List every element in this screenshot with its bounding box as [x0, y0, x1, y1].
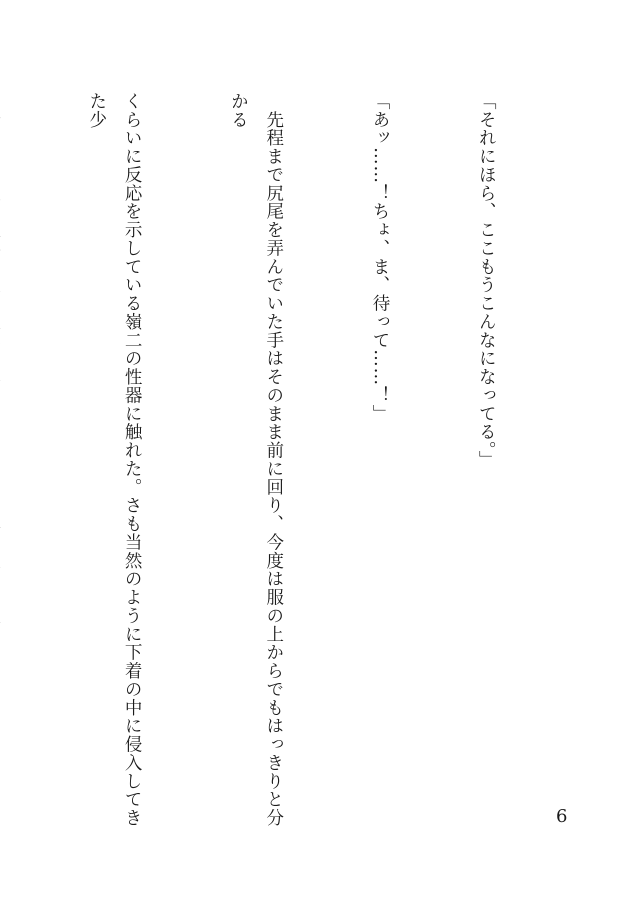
text-line: 「あッ……！ちょ、ま、待って……！」 [369, 92, 390, 423]
page-number: 6 [556, 806, 568, 827]
text-line: くらいに反応を示している嶺二の性器に触れた。さも当然のように下着の中に侵入してきた少 [86, 92, 143, 827]
text-line: 「それにほら、ここもうこんなになってる。」 [476, 92, 497, 470]
text-line: 先程まで尻尾を弄んでいた手はそのまま前に回り、今度は服の上からでもはっきりと分かる [228, 92, 284, 827]
text-line [0, 92, 8, 827]
body-text [64, 92, 574, 827]
